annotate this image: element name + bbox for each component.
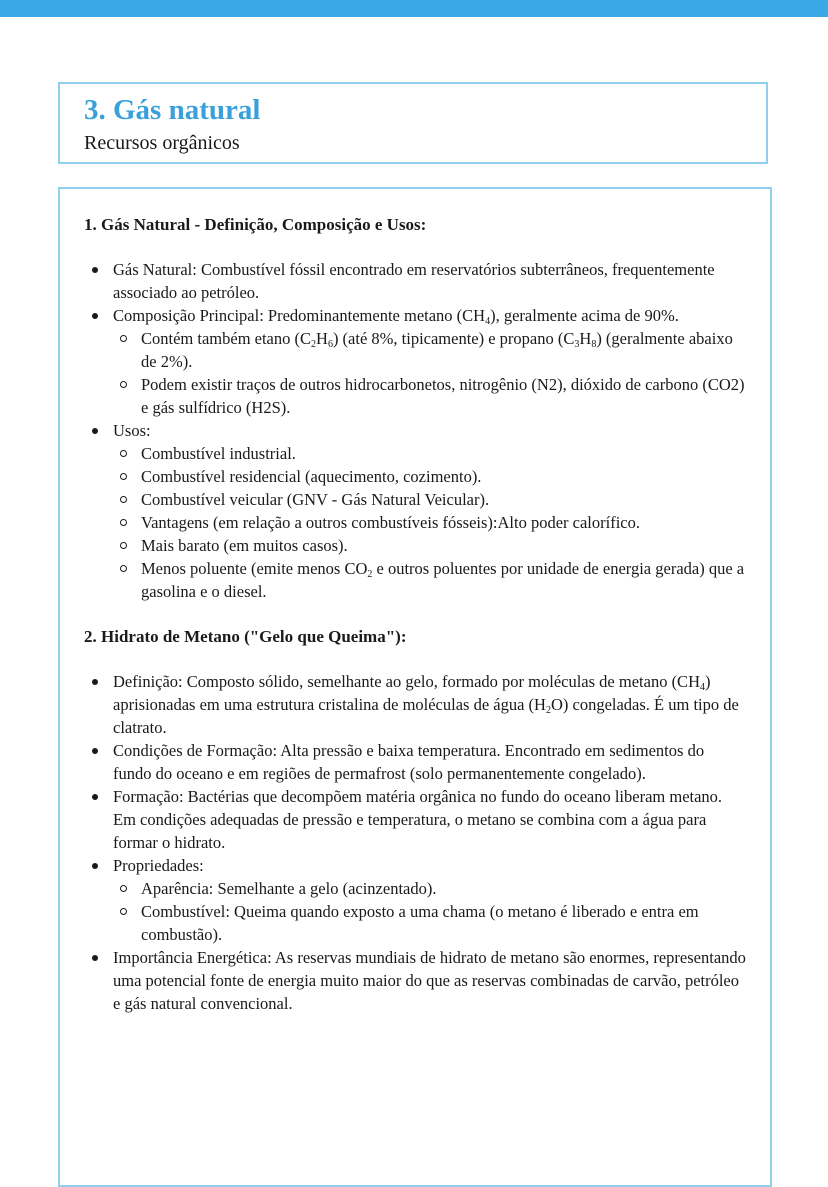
sub-list-item	[113, 557, 746, 603]
circle-bullet-icon	[120, 450, 127, 457]
circle-bullet-icon	[120, 473, 127, 480]
circle-bullet-icon	[120, 381, 127, 388]
page-subtitle: Recursos orgânicos	[84, 132, 240, 154]
list-item-text: Importância Energética: As reservas mundiais de hidrato de metano são enormes, representando uma potencial fonte de energia muito maior do que as reservas combinadas de carvão, petróleo e gás natural convencional.	[113, 948, 746, 1013]
list-item-text: Vantagens (em relação a outros combustíveis fósseis):Alto poder calorífico.	[141, 513, 640, 532]
sub-list	[113, 442, 746, 603]
sub-list-item	[113, 373, 746, 419]
list-item-text: Combustível: Queima quando exposto a uma chama (o metano é liberado e entra em combustão).	[141, 902, 699, 944]
circle-bullet-icon	[120, 496, 127, 503]
bullet-icon	[92, 794, 98, 800]
page-title: 3. Gás natural	[84, 94, 261, 126]
sub-list-item	[113, 465, 746, 488]
sub-list-item	[113, 900, 746, 946]
sub-list-item	[113, 877, 746, 900]
list-item-text: Formação: Bactérias que decompõem matéria orgânica no fundo do oceano liberam metano. Em condições adequadas de pressão e temperatura, o metano se combina com a água para formar o hidrato.	[113, 787, 723, 852]
sub-list-item	[113, 511, 746, 534]
list-item-text: Menos poluente (emite menos $CO_2$ e outros poluentes por unidade de energia gerada) que a gasolina e o diesel.	[141, 559, 745, 601]
bullet-list	[84, 670, 746, 1015]
sub-list-item	[113, 488, 746, 511]
list-item-text: Combustível industrial.	[141, 444, 296, 463]
circle-bullet-icon	[120, 335, 127, 342]
content-panel	[58, 187, 772, 1187]
list-item	[84, 304, 746, 419]
circle-bullet-icon	[120, 885, 127, 892]
circle-bullet-icon	[120, 908, 127, 915]
list-item-text: Combustível residencial (aquecimento, cozimento).	[141, 467, 482, 486]
bullet-icon	[92, 679, 98, 685]
list-item-text: Combustível veicular (GNV - Gás Natural Veicular).	[141, 490, 490, 509]
list-item	[84, 670, 746, 739]
bullet-icon	[92, 748, 98, 754]
bullet-icon	[92, 313, 98, 319]
section-heading: 1. Gás Natural - Definição, Composição e Usos:	[84, 215, 427, 234]
circle-bullet-icon	[120, 519, 127, 526]
list-item-text: Aparência: Semelhante a gelo (acinzentado).	[141, 879, 437, 898]
list-item	[84, 854, 746, 946]
list-item	[84, 946, 746, 1015]
list-item	[84, 739, 746, 785]
list-item-text: Definição: Composto sólido, semelhante ao gelo, formado por moléculas de metano $(CH_4)$ aprisionadas em uma estrutura cristalina de moléculas de água $(H_2O)$ congeladas. É um tipo de clatrato.	[113, 672, 739, 737]
list-item-text: Contém também etano $(C_2H_6)$ (até 8%, tipicamente) e propano $(C_3H_8)$ (geralmente abaixo de 2%).	[141, 329, 733, 371]
bullet-list	[84, 258, 746, 603]
sub-list-item	[113, 327, 746, 373]
sub-list-item	[113, 442, 746, 465]
bullet-icon	[92, 955, 98, 961]
list-item	[84, 258, 746, 304]
top-accent-bar	[0, 0, 828, 17]
sub-list	[113, 877, 746, 946]
list-item-text: Mais barato (em muitos casos).	[141, 536, 348, 555]
bullet-icon	[92, 863, 98, 869]
list-item-text: Podem existir traços de outros hidrocarbonetos, nitrogênio (N2), dióxido de carbono (CO2) e gás sulfídrico (H2S).	[141, 375, 745, 417]
circle-bullet-icon	[120, 565, 127, 572]
list-item-text: Gás Natural: Combustível fóssil encontrado em reservatórios subterrâneos, frequentemente associado ao petróleo.	[113, 260, 715, 302]
list-item-text: Usos:	[113, 421, 151, 440]
bullet-icon	[92, 428, 98, 434]
page-header	[58, 82, 768, 164]
bullet-icon	[92, 267, 98, 273]
list-item-text: Composição Principal: Predominantemente metano $(CH_4)$, geralmente acima de 90%.	[113, 306, 679, 327]
section-heading: 2. Hidrato de Metano ("Gelo que Queima"):	[84, 627, 407, 646]
sub-list-item	[113, 534, 746, 557]
list-item	[84, 419, 746, 603]
list-item-text: Propriedades:	[113, 856, 204, 875]
list-item	[84, 785, 746, 854]
sub-list	[113, 327, 746, 419]
circle-bullet-icon	[120, 542, 127, 549]
list-item-text: Condições de Formação: Alta pressão e baixa temperatura. Encontrado em sedimentos do fundo do oceano e em regiões de permafrost (solo permanentemente congelado).	[113, 741, 705, 783]
